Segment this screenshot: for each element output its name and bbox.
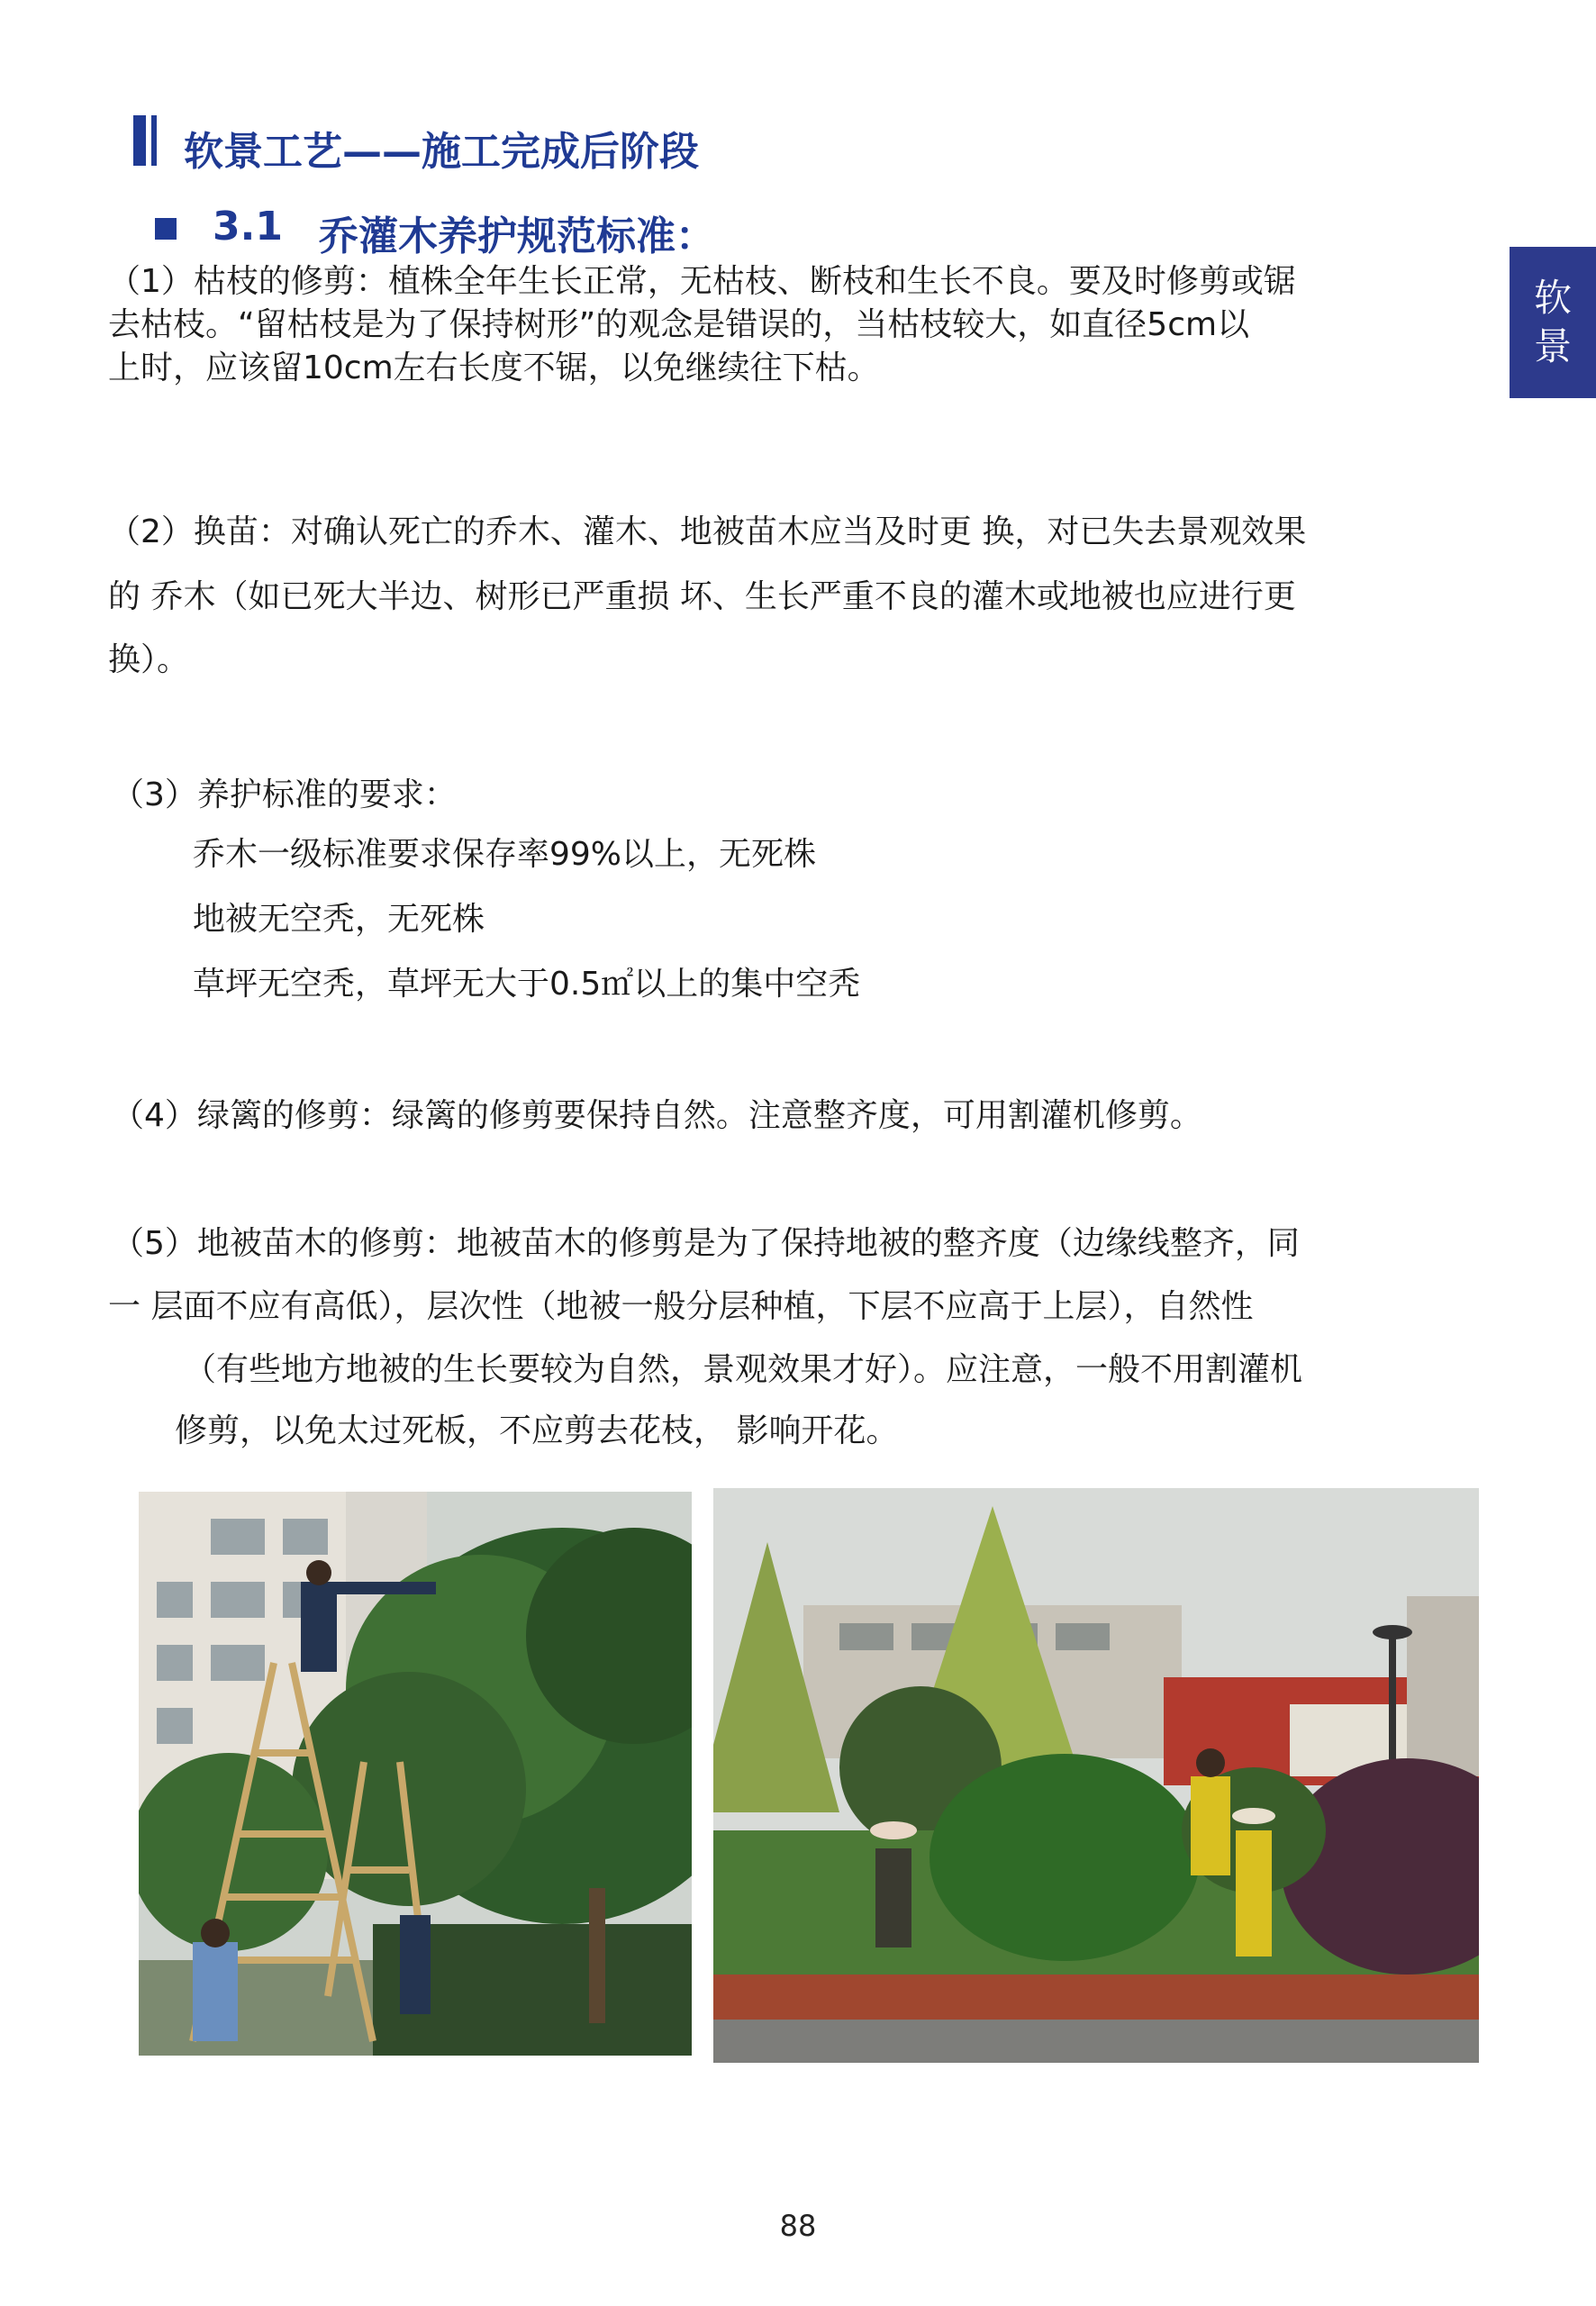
title-accent-bar: [133, 115, 157, 166]
photo-tree-pruning-ladder-image: [139, 1492, 692, 2056]
title-accent-gap: [146, 115, 151, 166]
standard-item-3: 草坪无空秃，草坪无大于0.5㎡以上的集中空秃: [193, 966, 861, 1003]
standard-item-2: 地被无空秃，无死株: [193, 901, 485, 938]
paragraph-5-line-3: （有些地方地被的生长要较为自然，景观效果才好）。应注意，一般不用割灌机: [184, 1351, 1303, 1388]
paragraph-1-line-2: 去枯枝。“留枯枝是为了保持树形”的观念是错误的，当枯枝较大，如直径5cm以: [108, 306, 1250, 343]
page-title: 软景工艺——施工完成后阶段: [184, 129, 699, 175]
paragraph-1-line-1: （1）枯枝的修剪：植株全年生长正常，无枯枝、断枝和生长不良。要及时修剪或锯: [108, 263, 1296, 300]
photo-tree-pruning-ladder: [139, 1492, 692, 2056]
page-number: 88: [779, 2209, 817, 2243]
chapter-side-tab: [1510, 247, 1596, 398]
paragraph-4: （4）绿篱的修剪：绿篱的修剪要保持自然。注意整齐度，可用割灌机修剪。: [112, 1097, 1202, 1134]
paragraph-2-line-1: （2）换苗：对确认死亡的乔木、灌木、地被苗木应当及时更 换，对已失去景观效果: [108, 513, 1307, 550]
side-tab-char-2: 景: [1533, 324, 1572, 368]
paragraph-1-line-3: 上时，应该留10cm左右长度不锯，以免继续往下枯。: [108, 350, 880, 386]
section-number: 3.1: [213, 204, 283, 250]
section-title: 乔灌木养护规范标准：: [319, 213, 715, 259]
section-bullet-icon: [155, 218, 177, 240]
paragraph-5-line-2: 一 层面不应有高低），层次性（地被一般分层种植，下层不应高于上层），自然性: [108, 1288, 1254, 1325]
paragraph-3-heading: （3）养护标准的要求：: [112, 776, 457, 813]
paragraph-2-line-3: 换）。: [108, 641, 190, 678]
paragraph-5-line-4: 修剪，以免太过死板，不应剪去花枝， 影响开花。: [175, 1412, 899, 1449]
side-tab-char-1: 软: [1533, 276, 1572, 320]
paragraph-5-line-1: （5）地被苗木的修剪：地被苗木的修剪是为了保持地被的整齐度（边缘线整齐，同: [112, 1225, 1300, 1262]
paragraph-2-line-2: 的 乔木（如已死大半边、树形已严重损 坏、生长严重不良的灌木或地被也应进行更: [108, 578, 1296, 615]
photo-shrub-trimming: [713, 1488, 1479, 2063]
standard-item-1: 乔木一级标准要求保存率99%以上，无死株: [193, 836, 817, 873]
photo-shrub-trimming-image: [713, 1488, 1479, 2063]
